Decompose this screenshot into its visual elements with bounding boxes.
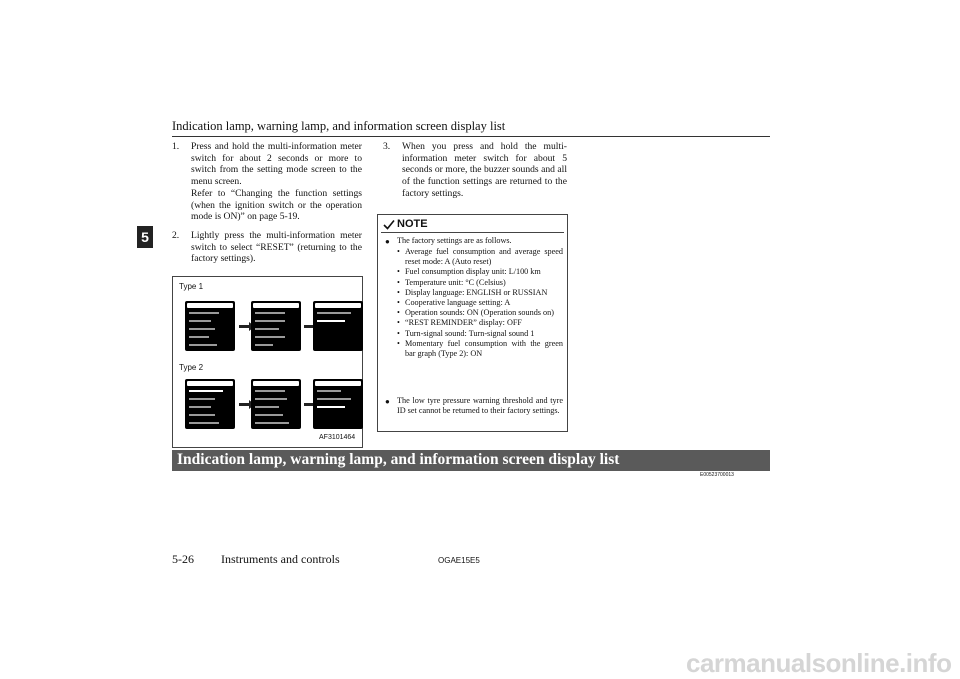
- chapter-tab: 5: [137, 226, 153, 248]
- list-item: • Temperature unit: °C (Celsius): [397, 277, 506, 287]
- display-screen-reset: [313, 379, 363, 429]
- document-code: OGAE15E5: [438, 556, 480, 565]
- step-number: 2.: [172, 230, 180, 241]
- list-item: • Fuel consumption display unit: L/100 km: [397, 267, 541, 277]
- step-number: 1.: [172, 141, 180, 152]
- chapter-name: Instruments and controls: [221, 552, 340, 566]
- display-screen-settings: [251, 379, 301, 429]
- step-text: When you press and hold the multi-information meter switch for about 5 seconds or more, the buzzer sounds and all of the function settings are returned to the factory settings.: [402, 141, 567, 199]
- header-divider: [172, 136, 770, 137]
- watermark: carmanualsonline.info: [686, 648, 952, 678]
- type2-label: Type 2: [179, 363, 204, 372]
- checkmark-icon: [383, 219, 395, 231]
- note-divider: [381, 232, 564, 233]
- display-screen-menu: [185, 301, 235, 351]
- note-title: NOTE: [397, 218, 428, 230]
- reset-procedure-figure: [172, 276, 363, 448]
- note-box: [377, 214, 568, 432]
- step-number: 3.: [383, 141, 391, 152]
- figure-code: AF3101464: [319, 434, 356, 441]
- type1-label: Type 1: [179, 282, 204, 291]
- section-title: Indication lamp, warning lamp, and information screen display list: [177, 451, 620, 468]
- display-screen-settings: [251, 301, 301, 351]
- section-heading-bar: [172, 450, 770, 471]
- running-header: Indication lamp, warning lamp, and information screen display list: [172, 119, 506, 133]
- list-item: • Average fuel consumption and average speed reset mode: A (Auto reset): [397, 247, 563, 267]
- note-bullet-text: The factory settings are as follows.: [397, 236, 512, 245]
- list-item: • Turn-signal sound: Turn-signal sound 1: [397, 328, 535, 338]
- bullet-icon: ●: [385, 397, 390, 406]
- note-bullet-text: The low tyre pressure warning threshold and tyre ID set cannot be returned to their factory settings.: [397, 396, 563, 416]
- display-screen-reset: [313, 301, 363, 351]
- list-item: • Operation sounds: ON (Operation sounds on): [397, 308, 554, 318]
- step-text: Press and hold the multi-information meter switch for about 2 seconds or more to switch from the setting mode screen to the menu screen.: [191, 141, 362, 188]
- step-reference: Refer to “Changing the function settings (when the ignition switch or the operation mode is ON)” on page 5-19.: [191, 187, 362, 223]
- display-screen-menu: [185, 379, 235, 429]
- step-2: [172, 230, 362, 265]
- list-item: • Cooperative language setting: A: [397, 298, 511, 308]
- factory-settings-list: [397, 247, 563, 359]
- list-item: • Momentary fuel consumption with the green bar graph (Type 2): ON: [397, 338, 563, 359]
- step-3: [383, 141, 567, 200]
- step-text: Lightly press the multi-information meter switch to select “RESET” (returning to the factory settings).: [191, 230, 362, 265]
- note-bullet: [385, 236, 563, 246]
- note-bullet: [385, 396, 563, 416]
- bullet-icon: ●: [385, 237, 390, 246]
- page-number: 5-26: [172, 552, 194, 566]
- section-code: E00523700013: [700, 472, 734, 478]
- list-item: • Display language: ENGLISH or RUSSIAN: [397, 287, 548, 297]
- step-1: [172, 141, 362, 223]
- list-item: • “REST REMINDER” display: OFF: [397, 318, 522, 328]
